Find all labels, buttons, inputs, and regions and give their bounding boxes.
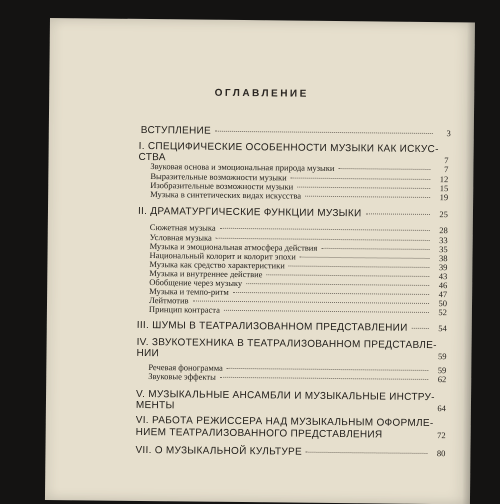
page-number: 3: [437, 128, 451, 138]
entry-title: Национальный колорит и колорит эпохи: [149, 250, 295, 262]
chapter-4-title-line1: IV. ЗВУКОТЕХНИКА В ТЕАТРАЛИЗОВАННОМ ПРЕДСТАВЛЕ-: [137, 337, 437, 351]
entry-title: Лейтмотив: [149, 295, 189, 305]
page-number: 54: [433, 323, 447, 333]
page-number: 59: [432, 351, 446, 361]
leader-space: [163, 354, 428, 357]
leader-space: [170, 158, 431, 161]
page-number: 80: [431, 448, 445, 458]
chapter-5-title-line1: V. МУЗЫКАЛЬНЫЕ АНСАМБЛИ И МУЗЫКАЛЬНЫЕ ИНСТРУ-: [136, 389, 435, 403]
entry-title: Музыка как средство характеристики: [149, 259, 284, 270]
leader-dots: [365, 213, 430, 215]
table-of-contents: [137, 19, 462, 504]
entry-title: Музыка и темпо-ритм: [149, 286, 229, 297]
entry-title: Обобщение через музыку: [149, 277, 242, 288]
page-number: 12: [434, 174, 448, 184]
entry-title: Условная музыка: [150, 232, 212, 243]
entry-title: Сюжетная музыка: [150, 222, 216, 233]
leader-dots: [193, 301, 429, 304]
entry-title: Звуковая основа и эмоциональная природа музыки: [150, 161, 334, 173]
book-page: [45, 18, 475, 504]
leader-dots: [305, 196, 430, 198]
toc-subentry: [149, 304, 447, 317]
entry-title: ВСТУПЛЕНИЕ: [141, 125, 211, 137]
leader-space: [179, 406, 428, 409]
toc-subentry: [150, 189, 448, 202]
page-number: 59: [432, 365, 446, 375]
leader-dots: [321, 248, 429, 250]
toc-entry-chapter-5: [136, 400, 446, 414]
entry-title: Принцип контраста: [149, 304, 220, 315]
leader-dots: [306, 452, 428, 454]
page-number: 7: [434, 164, 448, 174]
entry-title: Изобразительные возможности музыки: [150, 180, 293, 191]
toc-entry-chapter-6: [136, 427, 446, 441]
page-number: 62: [432, 374, 446, 384]
page-number: 39: [433, 262, 447, 272]
chapter-1-title-line2: СТВА: [138, 152, 165, 163]
leader-dots: [220, 377, 428, 380]
leader-dots: [215, 131, 433, 134]
page-number: 33: [434, 235, 448, 245]
page-number: 46: [433, 280, 447, 290]
toc-subentry: [148, 371, 446, 384]
page-number: 35: [434, 244, 448, 254]
page-number: 52: [433, 307, 447, 317]
page-number: 47: [433, 289, 447, 299]
leader-dots: [216, 238, 430, 241]
page-number: 25: [434, 209, 448, 219]
page-number: 38: [433, 253, 447, 263]
chapter-5-title-line2: МЕНТЫ: [136, 400, 175, 411]
leader-dots: [220, 228, 430, 231]
leader-dots: [412, 328, 429, 329]
chapter-4-title-line2: НИИ: [136, 348, 159, 359]
entry-title: II. ДРАМАТУРГИЧЕСКИЕ ФУНКЦИИ МУЗЫКИ: [138, 206, 362, 219]
chapter-1-title-line1: I. СПЕЦИФИЧЕСКИЕ ОСОБЕННОСТИ МУЗЫКИ КАК ИСКУС-: [139, 141, 439, 155]
toc-heading: ОГЛАВЛЕНИЕ: [49, 86, 474, 101]
entry-title: Звуковые эффекты: [148, 371, 216, 382]
leader-dots: [297, 187, 430, 189]
page-number: 7: [434, 155, 448, 165]
leader-dots: [246, 283, 429, 286]
toc-entry-intro: [141, 125, 451, 139]
entry-title: III. ШУМЫ В ТЕАТРАЛИЗОВАННОМ ПРЕДСТАВЛЕНИИ: [137, 320, 408, 334]
leader-dots: [338, 168, 430, 170]
leader-dots: [224, 310, 429, 313]
chapter-6-title-line2: НИЕМ ТЕАТРАЛИЗОВАННОГО ПРЕДСТАВЛЕНИЯ: [136, 427, 383, 441]
toc-entry-chapter-7: [135, 445, 445, 459]
entry-title: Музыка в синтетических видах искусства: [150, 189, 301, 201]
toc-entry-chapter-2: [138, 206, 448, 220]
page-number: 28: [434, 225, 448, 235]
entry-title: Речевая фонограмма: [148, 362, 223, 373]
page-number: 15: [434, 183, 448, 193]
page-number: 50: [433, 298, 447, 308]
leader-dots: [289, 266, 430, 268]
page-number: 72: [432, 430, 446, 440]
toc-entry-chapter-3: [137, 320, 447, 334]
leader-dots: [233, 292, 429, 295]
leader-dots: [266, 274, 429, 277]
entry-title: VII. О МУЗЫКАЛЬНОЙ КУЛЬТУРЕ: [135, 445, 302, 458]
leader-dots: [227, 368, 429, 371]
entry-title: Музыка и внутреннее действие: [149, 268, 262, 279]
leader-dots: [291, 178, 431, 180]
page-number: 64: [432, 403, 446, 413]
toc-entry-chapter-4: [136, 348, 446, 362]
page-number: 19: [434, 192, 448, 202]
leader-dots: [300, 257, 430, 259]
page-number: 43: [433, 271, 447, 281]
entry-title: Музыка и эмоциональная атмосфера действия: [150, 241, 318, 253]
entry-title: Выразительные возможности музыки: [150, 171, 286, 182]
chapter-6-title-line1: VI. РАБОТА РЕЖИССЕРА НАД МУЗЫКАЛЬНЫМ ОФОРМЛЕ-: [136, 415, 434, 429]
